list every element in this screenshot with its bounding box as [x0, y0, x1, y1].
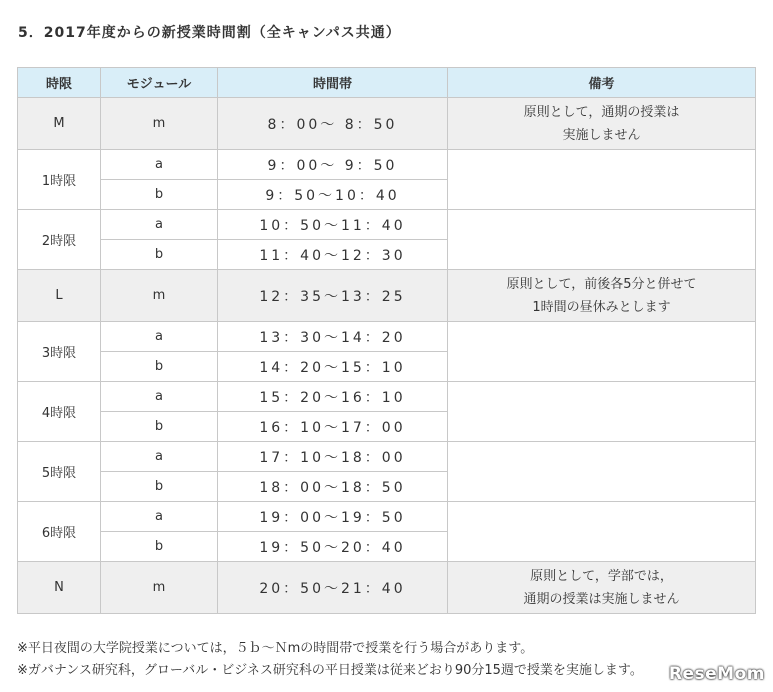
time-cell: 19：00～19：50 [218, 502, 448, 532]
timetable [17, 67, 756, 614]
table-row [18, 322, 756, 352]
table-row [18, 98, 756, 150]
note-cell [448, 98, 756, 150]
table-row [18, 210, 756, 240]
period-cell: 4時限 [18, 382, 101, 442]
module-cell: b [101, 532, 218, 562]
time-cell: 19：50～20：40 [218, 532, 448, 562]
note-cell [448, 270, 756, 322]
note-line: 原則として，通期の授業は [523, 104, 680, 120]
module-cell: m [101, 98, 218, 150]
time-cell: 10：50～11：40 [218, 210, 448, 240]
note-cell [448, 442, 756, 502]
table-header-row [18, 68, 756, 98]
table-row [18, 502, 756, 532]
period-cell: 3時限 [18, 322, 101, 382]
module-cell: a [101, 502, 218, 532]
module-cell: b [101, 240, 218, 270]
period-cell: 1時限 [18, 150, 101, 210]
time-cell: 14：20～15：10 [218, 352, 448, 382]
table-row [18, 382, 756, 412]
note-cell [448, 502, 756, 562]
note-cell [448, 210, 756, 270]
module-cell: a [101, 150, 218, 180]
module-cell: a [101, 442, 218, 472]
module-cell: b [101, 352, 218, 382]
note-cell [448, 382, 756, 442]
header-time: 時間帯 [218, 68, 448, 98]
time-cell: 18：00～18：50 [218, 472, 448, 502]
note-line: 1時間の昼休みとします [532, 299, 671, 315]
module-cell: a [101, 210, 218, 240]
time-cell: 20：50～21：40 [218, 562, 448, 614]
note-line: 原則として，前後各5分と併せて [506, 276, 697, 292]
header-module: モジュール [101, 68, 218, 98]
note-line: 通期の授業は実施しません [523, 591, 680, 607]
time-cell: 15：20～16：10 [218, 382, 448, 412]
note-line: 実施しません [562, 127, 641, 143]
table-row [18, 562, 756, 614]
period-cell: 6時限 [18, 502, 101, 562]
period-cell: M [18, 98, 101, 150]
table-row [18, 270, 756, 322]
period-cell: 5時限 [18, 442, 101, 502]
time-cell: 17：10～18：00 [218, 442, 448, 472]
table-row [18, 442, 756, 472]
note-cell [448, 562, 756, 614]
period-cell: N [18, 562, 101, 614]
page-title: 5．2017年度からの新授業時間割（全キャンパス共通） [18, 25, 401, 41]
time-cell: 12：35～13：25 [218, 270, 448, 322]
time-cell: 8：00～ 8：50 [218, 98, 448, 150]
time-cell: 13：30～14：20 [218, 322, 448, 352]
footnote: ※ガバナンス研究科，グローバル・ビジネス研究科の平日授業は従来どおり90分15週で授業を実施します。 [17, 663, 643, 678]
table-row [18, 150, 756, 180]
module-cell: b [101, 412, 218, 442]
header-period: 時限 [18, 68, 101, 98]
time-cell: 16：10～17：00 [218, 412, 448, 442]
module-cell: b [101, 472, 218, 502]
note-cell [448, 150, 756, 210]
footnotes [17, 638, 643, 682]
header-note: 備考 [448, 68, 756, 98]
period-cell: 2時限 [18, 210, 101, 270]
module-cell: m [101, 562, 218, 614]
module-cell: m [101, 270, 218, 322]
time-cell: 9：00～ 9：50 [218, 150, 448, 180]
time-cell: 11：40～12：30 [218, 240, 448, 270]
note-line: 原則として，学部では， [530, 568, 673, 584]
footnote: ※平日夜間の大学院授業については，５ｂ～Ｎmの時間帯で授業を行う場合があります。 [17, 641, 534, 656]
period-cell: L [18, 270, 101, 322]
time-cell: 9：50～10：40 [218, 180, 448, 210]
module-cell: a [101, 382, 218, 412]
module-cell: b [101, 180, 218, 210]
module-cell: a [101, 322, 218, 352]
resemom-logo: ReseMom [668, 664, 765, 684]
note-cell [448, 322, 756, 382]
